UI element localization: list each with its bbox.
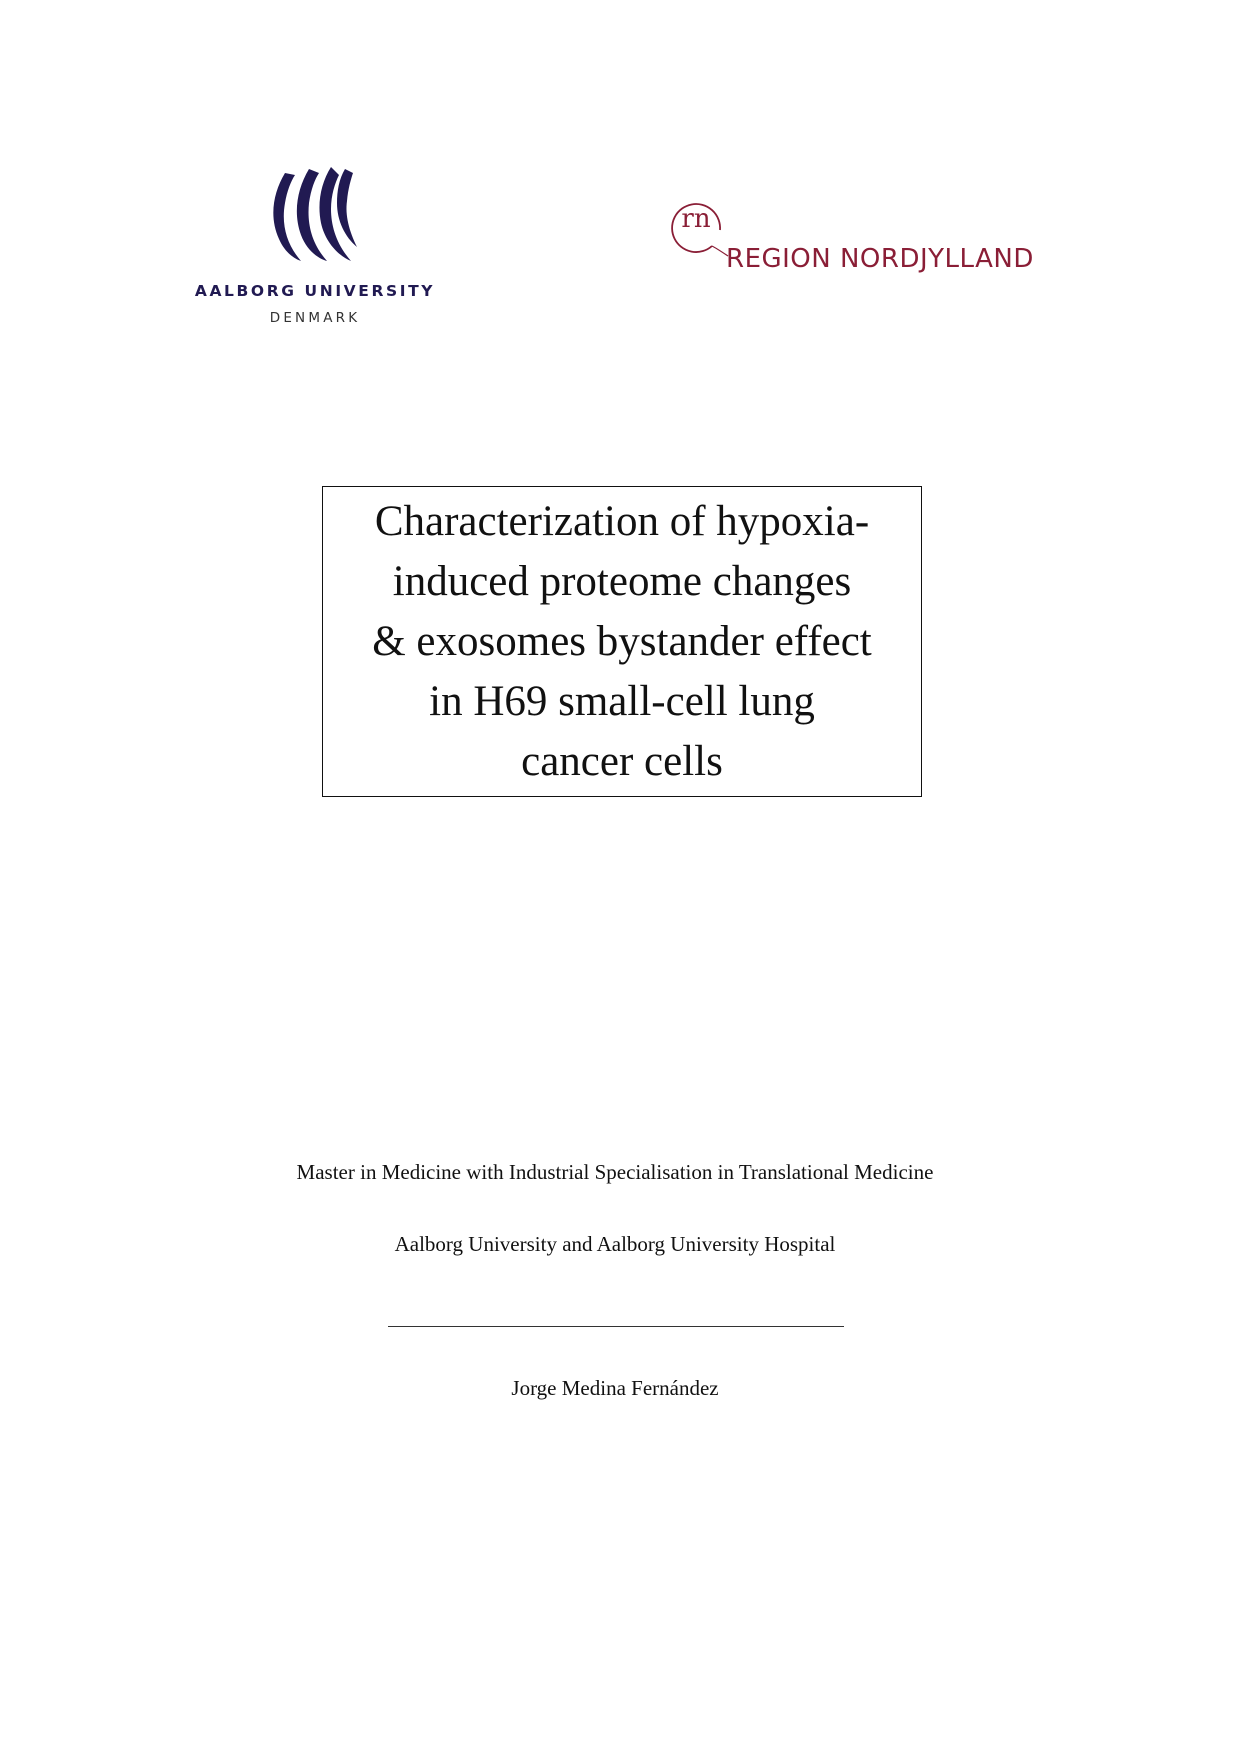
author-name: Jorge Medina Fernández: [511, 1376, 719, 1400]
region-nordjylland-logo: [668, 196, 1068, 286]
aalborg-university-logo: [190, 165, 450, 335]
thesis-title-line: in H69 small-cell lung: [429, 677, 815, 725]
thesis-title-line: induced proteome changes: [392, 557, 852, 605]
thesis-title: [332, 492, 912, 792]
region-nordjylland-name: REGION NORDJYLLAND: [726, 244, 1034, 274]
thesis-title-line: Characterization of hypoxia-: [374, 497, 870, 545]
degree-program: Master in Medicine with Industrial Specialisation in Translational Medicine: [296, 1160, 934, 1184]
thesis-title-line: & exosomes bystander effect: [372, 617, 872, 665]
thesis-title-box: [322, 486, 922, 797]
region-nordjylland-monogram: rn: [681, 204, 711, 234]
aalborg-university-country: DENMARK: [269, 310, 361, 326]
institution: Aalborg University and Aalborg University Hospital: [394, 1232, 836, 1256]
thesis-title-line: cancer cells: [521, 737, 723, 785]
aalborg-university-wave-icon: [265, 165, 365, 265]
aalborg-university-name: AALBORG UNIVERSITY: [194, 282, 436, 300]
signature-separator-line: [388, 1326, 844, 1327]
